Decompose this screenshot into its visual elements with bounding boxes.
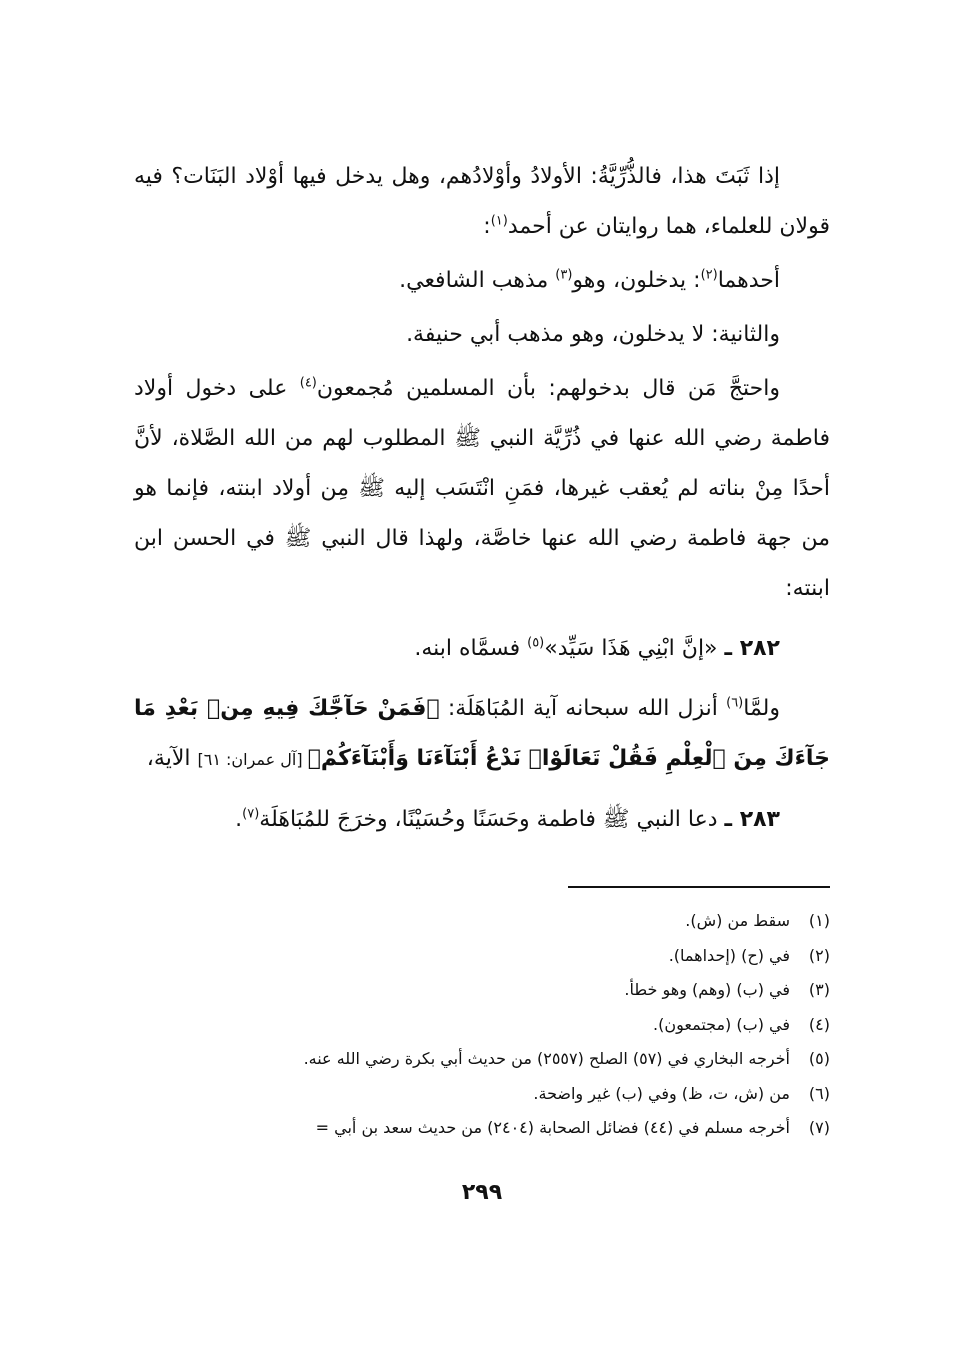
footnote-number: (٣) [808, 980, 830, 999]
hadith-283-text: دعا النبي ﷺ فاطمة وحَسَنًا وحُسَيْنًا، وخرَجَ للمُبَاهَلَة [259, 807, 725, 832]
hadith-283-end: . [235, 807, 243, 832]
paragraph-5 [134, 684, 830, 785]
footnote-divider [568, 886, 830, 888]
hadith-282-end: فسمَّاه ابنه. [414, 636, 528, 661]
paragraph-1-text: إذا ثَبَتَ هذا، فالذُّرِّيَّةُ: الأولادُ وأوْلادُهم، وهل يدخل فيها أوْلاد البَنَات؟ فيه قولان للعلماء، هما روايتان عن أحمد [134, 164, 830, 239]
footnote-text: سقط من (ش). [685, 911, 790, 930]
footnote-number: (١) [808, 911, 830, 930]
footnote-number: (٢) [808, 945, 830, 965]
footnotes-list [134, 904, 830, 1146]
paragraph-5-b: أنزل الله سبحانه آية المُبَاهَلَة: [439, 696, 727, 721]
footnote-marker-7: (٧) [242, 806, 260, 822]
footnote-item [134, 1042, 830, 1077]
footnote-number: (٥) [808, 1049, 830, 1068]
quran-verse: ﴿فَمَنْ حَآجَّكَ فِيهِ مِنۢ بَعْدِ مَا جَآءَكَ مِنَ ٱلْعِلْمِ فَقُلْ تَعَالَوْا۟ نَدْعُ أَبْنَآءَنَا وَأَبْنَآءَكُمْ﴾ [134, 696, 830, 771]
footnote-item [134, 973, 830, 1008]
hadith-282-number: ٢٨٢ ـ [724, 636, 780, 661]
footnote-marker-1: (١) [490, 213, 508, 229]
paragraph-4-a: واحتجَّ مَن قال بدخولهم: بأن المسلمين مُجمعون [316, 376, 780, 401]
footnote-text: في (ب) (مجتمعون). [653, 1014, 790, 1034]
footnote-text: أخرجه البخاري في (٥٧) الصلح (٢٥٥٧) من حديث أبي بكرة رضي الله عنه. [303, 1049, 790, 1068]
footnote-text: في (ح) (إحداهما). [668, 945, 790, 965]
paragraph-2-a: أحدهما [717, 268, 780, 293]
footnote-text: أخرجه مسلم في (٤٤) فضائل الصحابة (٢٤٠٤) من حديث سعد بن أبي = [315, 1118, 790, 1137]
footnote-item [134, 904, 830, 939]
paragraph-1-end: : [483, 214, 491, 239]
footnote-marker-3: (٣) [555, 267, 573, 283]
paragraph-3-text: والثانية: لا يدخلون، وهو مذهب أبي حنيفة. [406, 322, 780, 347]
footnote-text: من (ش، ت، ظ) وفي (ب) غير واضحة. [533, 1083, 790, 1103]
paragraph-4 [134, 364, 830, 614]
hadith-283 [134, 795, 830, 845]
footnote-number: (٤) [808, 1014, 830, 1034]
footnote-marker-6: (٦) [726, 695, 744, 711]
footnote-item [134, 1111, 830, 1146]
footnote-marker-2: (٢) [700, 267, 718, 283]
hadith-282-text: «إنَّ ابْنِي هَذَا سَيِّد» [544, 636, 725, 661]
hadith-283-number: ٢٨٣ ـ [724, 807, 780, 832]
footnote-item [134, 1077, 830, 1112]
footnote-marker-4: (٤) [299, 375, 317, 391]
footnote-item [134, 939, 830, 974]
paragraph-2-b: : يدخلون، وهو [572, 268, 701, 293]
paragraph-3 [134, 310, 830, 360]
footnote-number: (٦) [808, 1083, 830, 1103]
footnote-marker-5: (٥) [527, 635, 545, 651]
paragraph-1 [134, 152, 830, 252]
paragraph-4-b: على دخول أولاد فاطمة رضي الله عنها في ذُرِّيَّة النبي ﷺ المطلوب لهم من الله الصَّلاة، لأنَّ أحدًا مِنْ بناته لم يُعقب غيرها، فمَنِ انْتَسَب إليه ﷺ مِن أولاد ابنته، فإنما هو من جهة فاطمة رضي الله عنها خاصَّة، ولهذا قال النبي ﷺ في الحسن ابن ابنته: [134, 376, 830, 601]
paragraph-5-c: الآية، [146, 746, 198, 771]
quran-reference: [آل عمران: ٦١] [197, 750, 308, 769]
paragraph-2 [134, 256, 830, 306]
footnote-number: (٧) [808, 1118, 830, 1137]
main-text-body [134, 152, 830, 845]
hadith-282 [134, 624, 830, 674]
paragraph-5-a: ولمَّا [743, 696, 780, 721]
paragraph-2-c: مذهب الشافعي. [399, 268, 556, 293]
footnote-item [134, 1008, 830, 1043]
footnote-text: في (ب) (وهم) وهو خطأ. [624, 980, 790, 999]
page-number: ٢٩٩ [461, 1180, 503, 1205]
